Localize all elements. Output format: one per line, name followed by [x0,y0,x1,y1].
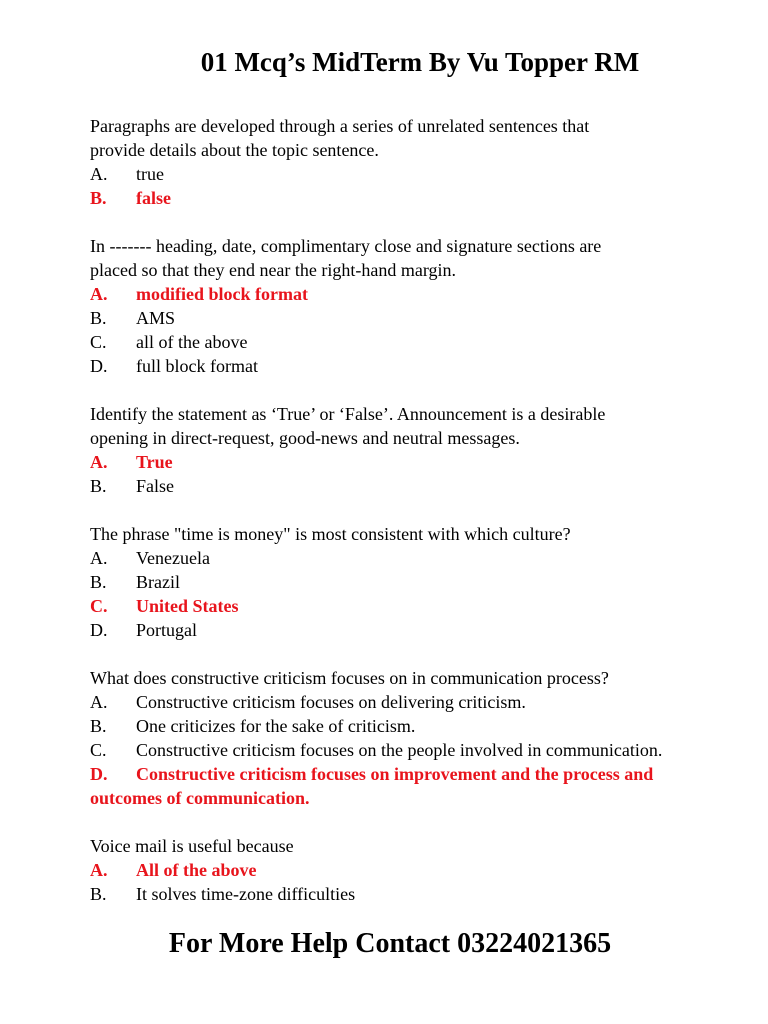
option-letter: B. [90,188,107,208]
option-letter: A. [90,284,108,304]
contact-footer: For More Help Contact 03224021365 [168,928,612,959]
option-letter: D. [90,356,108,376]
question-text-line: placed so that they end near the right-hand margin. [90,260,457,280]
option-text: all of the above [136,332,248,352]
option-text: Venezuela [136,548,210,568]
question [90,402,690,498]
option [90,690,690,714]
option-text: Brazil [136,572,180,592]
option-text: It solves time-zone difficulties [136,884,356,904]
option-letter: B. [90,884,107,904]
option-letter: B. [90,716,107,736]
option [90,618,690,642]
option-letter: B. [90,572,107,592]
option-letter: C. [90,596,108,616]
option-text: Portugal [136,620,197,640]
option-letter: A. [90,692,108,712]
option-text: All of the above [136,860,257,880]
option [90,882,690,906]
option [90,570,690,594]
option-text: United States [136,596,239,616]
option-text: Constructive criticism focuses on the people involved in communication. [136,740,663,760]
option [90,354,690,378]
option-letter: D. [90,764,108,784]
option [90,306,690,330]
option-text: Constructive criticism focuses on delivering criticism. [136,692,526,712]
correct-option [90,282,690,306]
question-text-line: Identify the statement as ‘True’ or ‘False’. Announcement is a desirable [90,404,606,424]
option-text: False [136,476,174,496]
option [90,738,690,762]
option [90,546,690,570]
question-list [90,114,690,930]
question [90,114,690,210]
correct-option [90,594,690,618]
question [90,666,690,810]
option-text: full block format [136,356,258,376]
question-text-line: provide details about the topic sentence. [90,140,379,160]
question [90,234,690,378]
correct-option [90,858,690,882]
option-letter: B. [90,308,107,328]
option-text: modified block format [136,284,308,304]
question-text-line: In ------- heading, date, complimentary close and signature sections are [90,236,602,256]
option-letter: A. [90,164,108,184]
question-text-line: The phrase "time is money" is most consistent with which culture? [90,524,571,544]
option-letter: C. [90,740,107,760]
option-text: True [136,452,173,472]
option [90,330,690,354]
option-letter: A. [90,452,108,472]
question-text-line: Paragraphs are developed through a series of unrelated sentences that [90,116,590,136]
option-text: Constructive criticism focuses on improvement and the process and outcomes of communication. [90,764,654,808]
option-letter: C. [90,332,107,352]
correct-option [90,450,690,474]
page-title: 01 Mcq’s MidTerm By Vu Topper RM [200,47,640,77]
option-text: One criticizes for the sake of criticism. [136,716,416,736]
correct-option [90,762,690,810]
question-text-line: What does constructive criticism focuses on in communication process? [90,668,609,688]
question-text-line: Voice mail is useful because [90,836,294,856]
question [90,834,690,906]
option-letter: A. [90,860,108,880]
option-letter: A. [90,548,108,568]
option [90,474,690,498]
question [90,522,690,642]
option-letter: B. [90,476,107,496]
option-text: AMS [136,308,176,328]
option [90,714,690,738]
option [90,162,690,186]
option-text: false [136,188,171,208]
correct-option [90,186,690,210]
option-text: true [136,164,164,184]
option-letter: D. [90,620,108,640]
question-text-line: opening in direct-request, good-news and neutral messages. [90,428,520,448]
